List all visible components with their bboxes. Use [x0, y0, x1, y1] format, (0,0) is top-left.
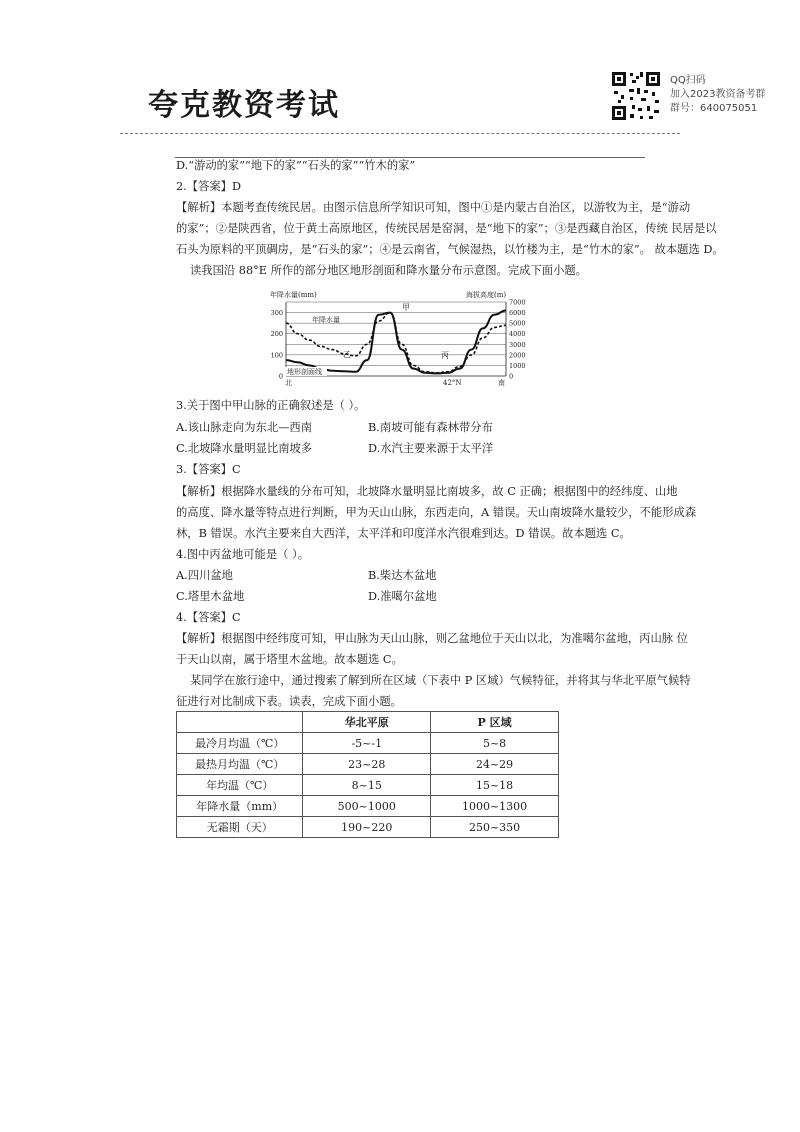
- q3-analysis-line: 的高度、降水量等特点进行判断，甲为天山山脉，东西走向，A 错误。天山南坡降水量较少，不能形成森: [176, 506, 697, 519]
- table-cell: 190~220: [303, 817, 431, 838]
- table-intro-line: 某同学在旅行途中，通过搜索了解到所在区域（下表中 P 区域）气候特征，并将其与华北平原气候特: [190, 674, 691, 687]
- chart-intro: 读我国沿 88°E 所作的部分地区地形剖面和降水量分布示意图。完成下面小题。: [190, 264, 587, 277]
- table-header-row: [177, 712, 559, 733]
- table-header-cell: [177, 712, 303, 733]
- region-label-yi: 乙: [343, 350, 351, 359]
- qr-caption-line: QQ扫码: [670, 75, 706, 86]
- q2-analysis-line: 的家”；②是陕西省，位于黄土高原地区，传统民居是窑洞，是“地下的家”；③是西藏自治区，传统 民居是以: [176, 222, 717, 235]
- q3-option-b: B.南坡可能有森林带分布: [368, 421, 493, 434]
- table-row: [177, 796, 559, 817]
- brand-logo-text: 夸克教资考试: [148, 88, 340, 123]
- terrain-series-label: 地形剖面线: [287, 368, 322, 376]
- right-axis-title: 海拔高度(m): [466, 291, 507, 299]
- q4-option-a: A.四川盆地: [176, 569, 233, 582]
- region-label-jia: 甲: [402, 303, 410, 312]
- right-tick-label: 1000: [509, 361, 526, 370]
- table-cell: 8~15: [303, 775, 431, 796]
- right-tick-label: 3000: [509, 340, 526, 349]
- table-cell: 250~350: [431, 817, 559, 838]
- table-row: [177, 775, 559, 796]
- q3-stem: 3.关于图中甲山脉的正确叙述是（ ）。: [176, 399, 366, 412]
- table-row: [177, 754, 559, 775]
- table-cell: 15~18: [431, 775, 559, 796]
- x-label-south: 南: [498, 379, 505, 387]
- climate-comparison-table: [176, 711, 559, 838]
- q2-analysis-line: 石头为原料的平顶碉房，是“石头的家”；④是云南省，气候湿热，以竹楼为主，是“竹木的家”。 故本题选 D。: [176, 243, 724, 256]
- left-axis-ticks: [271, 309, 283, 380]
- header-divider: [120, 133, 680, 134]
- q4-analysis-line: 【解析】根据图中经纬度可知，甲山脉为天山山脉，则乙盆地位于天山以北，为准噶尔盆地，丙山脉 位: [176, 632, 688, 645]
- right-tick-label: 4000: [509, 330, 526, 339]
- region-label-bing: 丙: [441, 351, 449, 360]
- right-tick-label: 2000: [509, 351, 526, 360]
- q3-option-a: A.该山脉走向为东北—西南: [176, 421, 313, 434]
- x-label-lat: 42°N: [443, 379, 462, 387]
- q4-stem: 4.图中丙盆地可能是（ ）。: [176, 548, 309, 561]
- table-cell: -5~-1: [303, 733, 431, 754]
- q3-answer: 3.【答案】C: [176, 463, 241, 476]
- q3-option-c: C.北坡降水量明显比南坡多: [176, 442, 313, 455]
- qr-caption: [670, 74, 765, 116]
- table-cell: 无霜期（天）: [177, 817, 303, 838]
- q2-analysis-line: 【解析】本题考查传统民居。由图示信息所学知识可知，图中①是内蒙古自治区，以游牧为主，是“游动: [176, 201, 691, 214]
- q3-analysis-line: 林，B 错误。水汽主要来自大西洋，太平洋和印度洋水汽很难到达。D 错误。故本题选 C。: [176, 527, 631, 540]
- section-divider: [175, 157, 645, 158]
- table-cell: 5~8: [431, 733, 559, 754]
- table-header-cell: 华北平原: [303, 712, 431, 733]
- table-cell: 最冷月均温（℃）: [177, 733, 303, 754]
- q4-option-b: B.柴达木盆地: [368, 569, 437, 582]
- q4-option-c: C.塔里木盆地: [176, 590, 245, 603]
- q1-option-d: D.“游动的家”“地下的家”“石头的家”“竹木的家”: [176, 159, 416, 172]
- left-tick-label: 100: [270, 351, 283, 360]
- q3-analysis-line: 【解析】根据降水量线的分布可知，北坡降水量明显比南坡多，故 C 正确；根据图中的经纬度、山地: [176, 485, 678, 498]
- table-intro-line: 征进行对比制成下表。读表，完成下面小题。: [176, 695, 402, 708]
- right-tick-label: 6000: [509, 309, 526, 318]
- left-tick-label: 300: [270, 309, 283, 318]
- table-cell: 年降水量（mm）: [177, 796, 303, 817]
- table-cell: 500~1000: [303, 796, 431, 817]
- q4-analysis-line: 于天山以南，属于塔里木盆地。故本题选 C。: [176, 653, 403, 666]
- table-cell: 年均温（℃）: [177, 775, 303, 796]
- left-axis-title: 年降水量(mm): [270, 291, 317, 299]
- qr-caption-line: 加入2023教资备考群: [670, 89, 766, 100]
- q2-answer: 2.【答案】D: [176, 180, 242, 193]
- table-row: [177, 733, 559, 754]
- precip-series-label: 年降水量: [312, 316, 340, 324]
- left-tick-label: 200: [270, 330, 283, 339]
- q3-option-d: D.水汽主要来源于太平洋: [368, 442, 494, 455]
- right-tick-label: 0: [509, 372, 514, 381]
- table-cell: 24~29: [431, 754, 559, 775]
- left-tick-label: 0: [278, 372, 283, 381]
- right-tick-label: 7000: [509, 298, 526, 307]
- table-cell: 1000~1300: [431, 796, 559, 817]
- q4-answer: 4.【答案】C: [176, 611, 241, 624]
- table-cell: 23~28: [303, 754, 431, 775]
- qr-caption-line: 群号：640075051: [670, 103, 758, 114]
- table-row: [177, 817, 559, 838]
- qr-code-icon: [610, 70, 662, 122]
- x-label-north: 北: [285, 379, 292, 387]
- gridlines: [286, 302, 506, 376]
- q4-option-d: D.准噶尔盆地: [368, 590, 437, 603]
- terrain-precipitation-chart: [270, 288, 530, 388]
- table-header-cell: P 区域: [431, 712, 559, 733]
- table-cell: 最热月均温（℃）: [177, 754, 303, 775]
- right-tick-label: 5000: [509, 319, 526, 328]
- right-axis-ticks: [509, 299, 526, 381]
